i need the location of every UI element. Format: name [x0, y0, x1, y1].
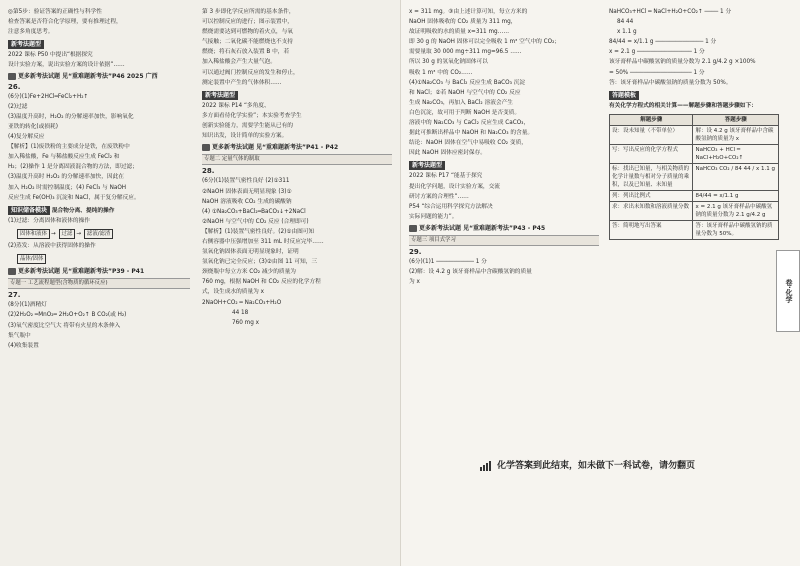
table-cell: NaHCO₃ + HCl ═ NaCl+H₂O+CO₂↑ — [693, 144, 779, 163]
question-26-number: 26. — [8, 82, 21, 91]
answer-line: (8分)(1)酒精灯 — [8, 302, 47, 309]
text-line: 故证明吸收的水的质量 x=311 mg…… — [409, 29, 510, 36]
text-line: x = 311 mg。③由上述计算可知，每立方米的 — [409, 9, 528, 15]
mass-fraction-result: = 50% ────────────────── 1 分 — [609, 69, 705, 76]
bars-icon — [480, 461, 492, 471]
text-line: 和 NaCl；②若 NaOH 与空气中的 CO₂ 反应 — [409, 89, 521, 96]
table-cell: 设：设未知量（不带单位） — [610, 125, 693, 144]
table-row — [610, 220, 779, 239]
method-sub-2: (2)蒸发：从溶液中获得固体的操作 — [8, 242, 96, 249]
tag-knowledge: 知识储备模块 — [8, 206, 50, 215]
flow-box-crystal: 晶体/固体 — [17, 254, 46, 264]
sim-text-line: 创新实验能力，需要学生能从已有的 — [202, 122, 293, 129]
text-line: 可以通过阀门控制反应的发生和停止， — [202, 69, 299, 76]
table-header: 答题步骤 — [693, 114, 779, 125]
answer-line: (6分)(1)1 ─────────── 1 分 — [409, 259, 487, 266]
answer-line: (4) ①Na₂CO₃+BaCl₂═BaCO₃↓+2NaCl — [202, 208, 306, 215]
right-column-2 — [609, 8, 779, 240]
sim-text-line: P54 “综合运用科学探究方法解决 — [409, 203, 493, 210]
answer-line: (2)过滤 — [8, 103, 28, 110]
text-line: 所以 30 g 的氢氧化钠固体可以 — [409, 59, 488, 66]
answer-line: (3)温度升高时，H₂O₂ 的分解速率加快，影响氧化 — [8, 113, 134, 120]
flow-box-mixture: 固体和液体 — [17, 229, 50, 239]
table-cell: 写：写出反应的化学方程式 — [610, 144, 693, 163]
table-row — [610, 125, 779, 144]
sim-text-line: 2022 课标 P14 “多角度、 — [202, 102, 270, 109]
analysis-line: H₂；(2)操作 1 是分离固液混合物的方法，即过滤； — [8, 164, 138, 171]
analysis-line: 加入 H₂O₂ 时需控制温度；(4) FeCl₃ 与 NaOH — [8, 184, 127, 191]
equation-1: 2NaOH+CO₂ ═ Na₂CO₃+H₂O — [202, 299, 282, 306]
text-line: 生成 Na₂CO₃，再加入 BaCl₂ 溶液会产生 — [409, 99, 513, 106]
tag-answer-template: 答题模板 — [609, 91, 639, 100]
evaporation-flow — [16, 254, 190, 264]
answer-line: (4)复分解反应 — [8, 134, 45, 141]
sim-text-line: 知识出发，设计简单的实验方案。 — [202, 133, 288, 140]
text-line: 燃烧需要达到可燃物的着火点，与氧 — [202, 29, 293, 36]
sim-text-line: 多方面看待化学实验”；本实验考查学生 — [202, 112, 302, 119]
side-tab: 卷·化学 — [776, 250, 800, 332]
intro-line: 检查答案是否符合化学原理，要有推理过程， — [8, 19, 122, 26]
table-cell: x = 2.1 g 该牙膏样品中碳酸氢钠的质量分数为 2.1 g/4.2 g — [693, 201, 779, 220]
equation-1-values-2: 760 mg x — [232, 319, 259, 326]
table-cell: 标：找出已知量，与相关物质的化学计量数与相对分子质量的乘积，以及已知量、未知量 — [610, 163, 693, 190]
left-column-2 — [202, 8, 392, 329]
analysis-line: 颈烧瓶中每立方米 CO₂ 减少的质量为 — [202, 269, 296, 276]
text-line: 溶液中的 Na₂CO₃ 与 CaCl₂ 反应生成 CaCO₃， — [409, 120, 530, 127]
text-line: 燃烧；将石灰石放入装置 B 中，若 — [202, 49, 290, 56]
analysis-line: 氢氧化钠固体表面无明显现象时，证明 — [202, 249, 299, 256]
analysis-line: 氢氧化钠已完全反应；(3)②由图 11 可知，三 — [202, 259, 318, 266]
sim-text-line: 提出化学问题，设计实验方案，交流 — [409, 183, 500, 190]
filtration-flow: 固体和液体 → 过滤 → 滤液/滤渣 — [16, 229, 190, 239]
table-cell: 答：该牙膏样品中碳酸氢钠的质量分数为 50%。 — [693, 220, 779, 239]
analysis-line: 反应生成 Fe(OH)₃ 沉淀和 NaCl，属于复分解反应。 — [8, 194, 140, 201]
table-cell: 解：设 4.2 g 该牙膏样品中含碳酸氢钠的质量为 x — [693, 125, 779, 144]
more-questions-ref-4: 更多新考法试题 见“重难题新考法”P43 - P45 — [409, 224, 599, 233]
equation-1-values: 44 18 — [232, 309, 249, 316]
table-cell: 答：简明地写出答案 — [610, 220, 693, 239]
table-header: 解题步骤 — [610, 114, 693, 125]
text-line: 即 30 g 的 NaOH 固体可以完全吸收 1 m³ 空气中的 CO₂； — [409, 39, 561, 46]
answer-line: NaOH 溶液吸收 CO₂ 生成的碳酸钠 — [202, 198, 292, 205]
table-cell: 求：求出未知数和溶液质量分数 — [610, 201, 693, 220]
more-questions-ref-3: 更多新考法试题 见“重难题新考法”P41 - P42 — [202, 143, 392, 152]
answer-line: (2)2H₂O₂ ═MnO₂═ 2H₂O+O₂↑ B CO₂(或 H₂) — [8, 312, 127, 319]
answer-line: 亚铁的转化(或损耗) — [8, 123, 58, 130]
table-row — [610, 163, 779, 190]
analysis-line: (3)温度升高时 H₂O₂ 的分解速率加快，因此在 — [8, 174, 124, 181]
ratio-line: 84/44 = x/1.1 g ────────────── 1 分 — [609, 39, 717, 46]
more-questions-ref-2: 更多新考法试题 见“重难题新考法”P39 - P41 — [8, 267, 190, 276]
table-cell: 列：列出比例式 — [610, 190, 693, 201]
tag-new-exam-2: 新考法题型 — [202, 91, 238, 100]
sim-text-line: 实际问题的能力”。 — [409, 213, 458, 220]
text-line: 因此 NaOH 固体应密封保存。 — [409, 150, 486, 157]
final-answer: 答：该牙膏样品中碳酸氢钠的质量分数为 50%。 — [609, 79, 732, 86]
text-line: (4)①Na₂CO₃ 与 BaCl₂ 反应生成 BaCO₃ 沉淀 — [409, 79, 526, 86]
analysis-line: 【解析】(1)废铁粉的主要成分是铁，在废铁粉中 — [8, 144, 130, 151]
equation-2: NaHCO₃+HCl ═ NaCl+H₂O+CO₂↑ ──── 1 分 — [609, 9, 732, 15]
method-sub-1: (1)过滤：分离固体和液体的操作 — [8, 217, 90, 224]
question-27-number: 27. — [8, 291, 21, 300]
right-column-1 — [409, 8, 599, 288]
text-line: 气接触；二氧化碳不能燃烧也不支持 — [202, 39, 293, 46]
method-title: 混合物分离、提纯的操作 — [51, 207, 115, 214]
answer-line: ②NaOH 固体表面无明显现象 (3)① — [202, 188, 292, 195]
section-header-3: 专题三 项目式学习 — [409, 235, 599, 246]
text-line: 可以控制反应的进行；图示装置中， — [202, 19, 293, 26]
answer-line: 为 x — [409, 279, 420, 286]
steps-title: 有关化学方程式的相关计算——解题步骤和答题步骤如下： — [609, 102, 757, 109]
text-line: 结论：NaOH 固体在空气中易吸收 CO₂ 变质， — [409, 140, 527, 147]
intro-line: ◎第5步：验证答案的正确性与科学性 — [8, 9, 102, 15]
analysis-line: 加入稀盐酸，Fe 与稀盐酸反应生成 FeCl₂ 和 — [8, 154, 120, 161]
table-cell: 84/44 = x/1.1 g — [693, 190, 779, 201]
table-row — [610, 144, 779, 163]
left-column-1 — [8, 8, 190, 352]
steps-table — [609, 114, 779, 240]
table-cell: NaHCO₃ CO₂ / 84 44 / x 1.1 g — [693, 163, 779, 190]
right-page — [400, 0, 800, 566]
answer-line: (6分)(1)Fe+2HCl═FeCl₂+H₂↑ — [8, 93, 89, 100]
text-line: 需要量取 30 000 mg÷311 mg=96.5 …… — [409, 49, 522, 56]
book-icon — [8, 268, 16, 275]
answer-line: ②NaOH 与空气中的 CO₂ 反应 (合理即可) — [202, 218, 309, 225]
analysis-line: 式，设生成水的质量为 x — [202, 289, 265, 296]
mass-fraction: 该牙膏样品中碳酸氢钠的质量分数为 2.1 g/4.2 g ×100% — [609, 59, 756, 66]
x-value: x = 2.1 g ──────────────── 1 分 — [609, 49, 705, 56]
answer-line: 集气瓶中 — [8, 332, 31, 339]
text-line: 据此可推断出样品中 NaOH 和 Na₂CO₃ 的含量。 — [409, 130, 534, 137]
answer-line: (3)氧气密度比空气大 将带有火星的木条伸入 — [8, 322, 121, 329]
end-banner: 化学答案到此结束，如未做下一科试卷，请勿翻页 — [480, 458, 695, 471]
text-line: 测定装置中产生的气体体积…… — [202, 79, 282, 86]
text-line: NaOH 固体吸收的 CO₂ 质量为 311 mg， — [409, 19, 517, 26]
question-29-number: 29. — [409, 248, 422, 257]
sim-text-line: 2022 课标 P50 中提出“根据探究 — [8, 52, 93, 59]
question-28-number: 28. — [202, 167, 215, 176]
book-icon — [409, 225, 417, 232]
equation-2-values: 84 44 — [617, 19, 634, 26]
analysis-line: 【解析】(1)装置气密性良好。(2)①由图可知 — [202, 228, 315, 235]
flow-box-filtrate: 滤液/滤渣 — [84, 229, 113, 239]
more-questions-ref: 更多新考法试题 见“重难题新考法”P46 2025 广西 — [8, 72, 190, 81]
sim-text-line: 研讨方案的合理性”…… — [409, 193, 469, 200]
text-line: 第 3 步即化学反应所需的基本条件， — [202, 9, 295, 15]
sim-text-line: 2022 课标 P17 “能基于探究 — [409, 173, 483, 180]
tag-new-exam: 新考法题型 — [8, 40, 44, 49]
analysis-line: 右侧容器中压强增加至 311 mL 时反应完毕…… — [202, 238, 324, 245]
book-icon — [202, 144, 210, 151]
text-line: 加入稀盐酸会产生大量气泡。 — [202, 59, 276, 66]
intro-line: 注意多角度思考。 — [8, 29, 54, 36]
tag-new-exam-3: 新考法题型 — [409, 161, 445, 170]
analysis-line: 760 mg，根据 NaOH 和 CO₂ 反应的化学方程 — [202, 279, 321, 286]
sim-text-line: 设计实验方案，说出实验方案的设计依据”…… — [8, 62, 125, 69]
answer-line: (2)解：设 4.2 g 该牙膏样品中含碳酸氢钠的质量 — [409, 269, 532, 276]
answer-line: (4)收集装置 — [8, 342, 39, 349]
section-header-1: 专题一 工艺流程题型(含物质的循环反应) — [8, 278, 190, 289]
flow-box-filter: 过滤 — [59, 229, 76, 239]
answer-line: (6分)(1)装置气密性良好 (2)①311 — [202, 178, 290, 185]
table-row — [610, 190, 779, 201]
book-icon — [8, 73, 16, 80]
equation-2-values-2: x 1.1 g — [617, 29, 637, 36]
table-row — [610, 201, 779, 220]
text-line: 白色沉淀，故可用于判断 NaOH 是否变质。 — [409, 109, 521, 116]
text-line: 吸收 1 m³ 中的 CO₂…… — [409, 69, 473, 76]
section-header-2: 专题二 定量气体的制取 — [202, 154, 392, 165]
